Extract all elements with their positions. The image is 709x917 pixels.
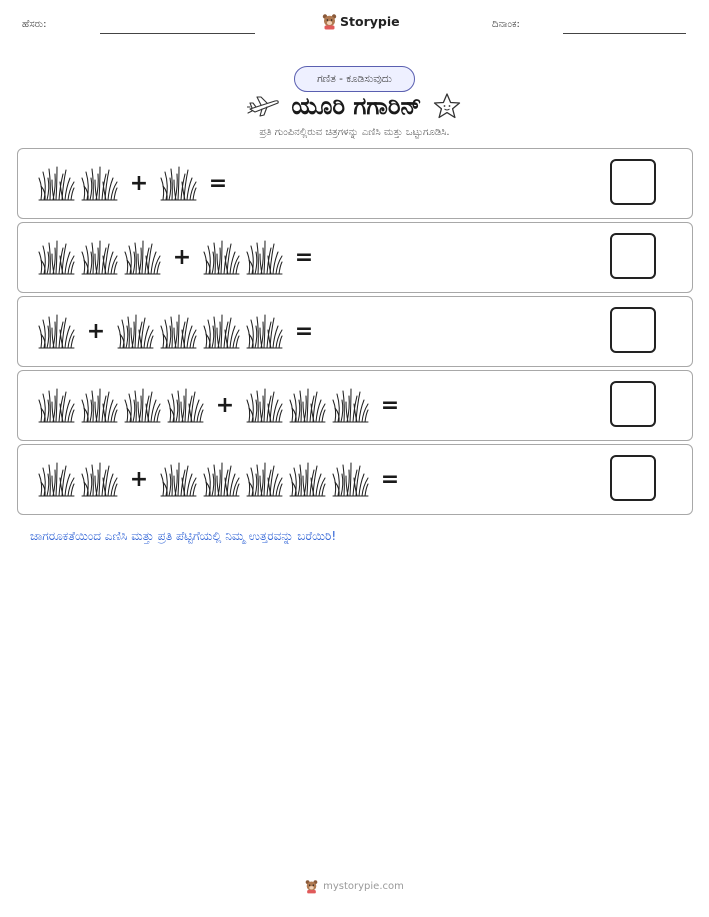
- title-row: [0, 90, 709, 122]
- equals-sign: =: [208, 171, 228, 196]
- plus-sign: +: [129, 171, 149, 196]
- problem-row: [17, 296, 693, 367]
- grass-icon: [332, 462, 369, 498]
- storypie-brand: [322, 13, 400, 30]
- answer-box[interactable]: [610, 159, 656, 205]
- grass-icon: [203, 462, 240, 498]
- grass-icon: [160, 314, 197, 350]
- category-badge: ಗಣಿತ - ಕೂಡಿಸುವುದು: [294, 66, 415, 92]
- problem-expression: [38, 149, 239, 218]
- grass-icon: [246, 240, 283, 276]
- grass-icon: [124, 388, 161, 424]
- answer-box[interactable]: [610, 455, 656, 501]
- grass-icon: [167, 388, 204, 424]
- grass-icon: [81, 462, 118, 498]
- grass-icon: [81, 388, 118, 424]
- answer-box[interactable]: [610, 381, 656, 427]
- answer-box[interactable]: [610, 307, 656, 353]
- plus-sign: +: [86, 319, 106, 344]
- problem-expression: [38, 445, 411, 514]
- grass-icon: [289, 388, 326, 424]
- grass-icon: [289, 462, 326, 498]
- equals-sign: =: [294, 245, 314, 270]
- problem-expression: [38, 371, 411, 440]
- site-footer: [0, 879, 709, 894]
- storypie-bear-logo-icon: [322, 13, 337, 30]
- plus-sign: +: [172, 245, 192, 270]
- grass-icon: [38, 240, 75, 276]
- grass-icon: [246, 314, 283, 350]
- grass-icon: [38, 166, 75, 202]
- problem-row: [17, 222, 693, 293]
- date-label: ದಿನಾಂಕ:: [492, 19, 520, 30]
- grass-icon: [203, 314, 240, 350]
- problem-list: [17, 148, 693, 518]
- worksheet-title: ಯೂರಿ ಗಗಾರಿನ್: [291, 92, 422, 120]
- name-label: ಹೆಸರು:: [22, 19, 47, 30]
- problem-row: [17, 444, 693, 515]
- problem-expression: [38, 223, 325, 292]
- grass-icon: [38, 314, 75, 350]
- instruction-text: ಪ್ರತಿ ಗುಂಪಿನಲ್ಲಿರುವ ಚಿತ್ರಗಳನ್ನು ಎಣಿಸಿ ಮತ್ತು ಒಟ್ಟುಗೂಡಿಸಿ.: [259, 127, 450, 138]
- problem-row: [17, 148, 693, 219]
- answer-box[interactable]: [610, 233, 656, 279]
- airplane-icon: [247, 94, 281, 118]
- plus-sign: +: [215, 393, 235, 418]
- grass-icon: [81, 166, 118, 202]
- problem-row: [17, 370, 693, 441]
- date-field-line[interactable]: [563, 33, 686, 34]
- site-url: mystorypie.com: [323, 881, 404, 892]
- grass-icon: [124, 240, 161, 276]
- grass-icon: [117, 314, 154, 350]
- problem-expression: [38, 297, 325, 366]
- equals-sign: =: [294, 319, 314, 344]
- name-field-line[interactable]: [100, 33, 255, 34]
- grass-icon: [38, 388, 75, 424]
- grass-icon: [81, 240, 118, 276]
- equals-sign: =: [380, 393, 400, 418]
- storypie-bear-logo-icon: [305, 879, 318, 894]
- grass-icon: [160, 462, 197, 498]
- plus-sign: +: [129, 467, 149, 492]
- equals-sign: =: [380, 467, 400, 492]
- grass-icon: [38, 462, 75, 498]
- brand-name: Storypie: [340, 14, 400, 29]
- grass-icon: [246, 462, 283, 498]
- grass-icon: [246, 388, 283, 424]
- grass-icon: [160, 166, 197, 202]
- grass-icon: [332, 388, 369, 424]
- footer-instruction: ಜಾಗರೂಕತೆಯಿಂದ ಎಣಿಸಿ ಮತ್ತು ಪ್ರತಿ ಪೆಟ್ಟಿಗೆಯಲ್ಲಿ ನಿಮ್ಮ ಉತ್ತರವನ್ನು ಬರೆಯಿರಿ!: [30, 529, 337, 543]
- grass-icon: [203, 240, 240, 276]
- star-icon: [432, 92, 462, 120]
